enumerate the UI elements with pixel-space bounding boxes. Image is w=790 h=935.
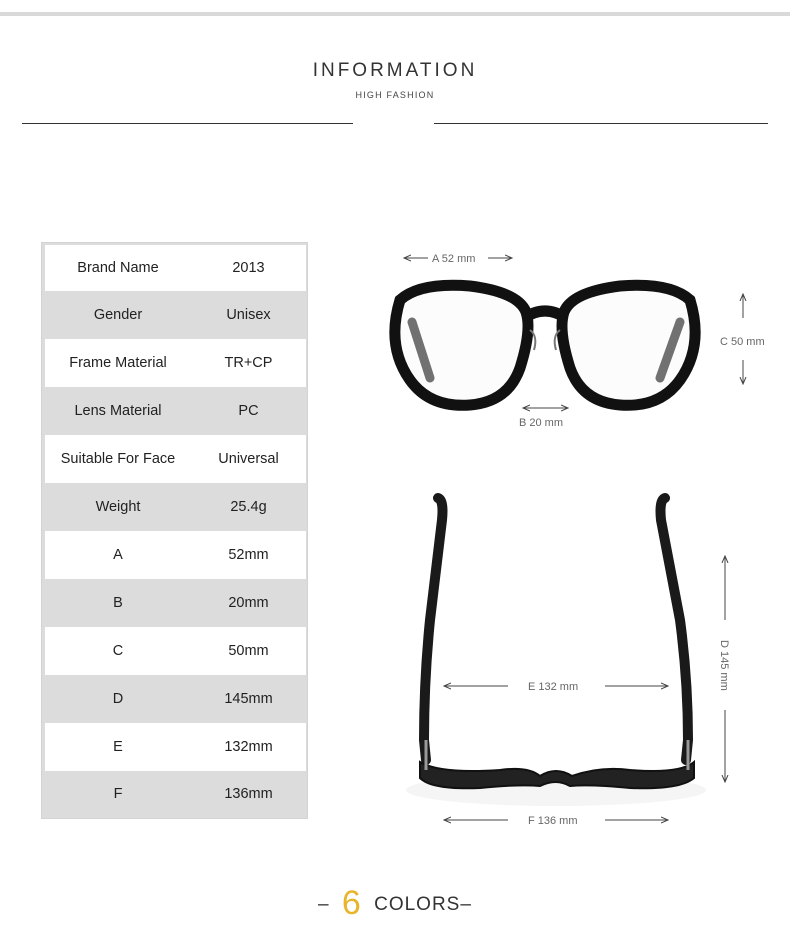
front-bridge — [524, 311, 566, 318]
spec-value: 50mm — [228, 643, 269, 659]
spec-label: A — [113, 547, 123, 563]
spec-value: PC — [238, 403, 259, 419]
section-title: INFORMATION — [312, 60, 478, 81]
dimension-a-label: A 52 mm — [432, 253, 476, 265]
dimension-c-label: C 50 mm — [720, 336, 765, 348]
top-view-glasses — [406, 498, 706, 806]
spec-value: Universal — [218, 451, 279, 467]
dimension-d-label: D 145 mm — [718, 640, 730, 691]
spec-label: C — [112, 643, 124, 659]
spec-value: 20mm — [228, 595, 269, 611]
colors-count: 6 — [341, 884, 362, 922]
dimension-e-label: E 132 mm — [528, 681, 579, 693]
spec-value: Unisex — [226, 307, 271, 323]
spec-label: F — [113, 786, 123, 802]
spec-label: D — [112, 691, 124, 707]
colors-dash-left: – — [318, 894, 330, 915]
spec-value: TR+CP — [224, 355, 273, 371]
front-view-glasses — [395, 285, 695, 405]
spec-value: 136mm — [224, 786, 273, 802]
spec-value: 2013 — [232, 260, 265, 276]
spec-label: Frame Material — [69, 355, 167, 371]
spec-label: B — [113, 595, 123, 611]
front-rim-left — [395, 285, 528, 405]
spec-label: Suitable For Face — [60, 451, 176, 467]
spec-value: 52mm — [228, 547, 269, 563]
dimension-f-label: F 136 mm — [528, 815, 578, 827]
colors-caption — [0, 884, 790, 923]
top-temple-right — [661, 498, 689, 760]
top-temple-left — [424, 498, 443, 760]
spec-label: E — [113, 739, 123, 755]
section-subtitle: HIGH FASHION — [355, 90, 435, 100]
front-rim-right — [562, 285, 695, 405]
colors-label: COLORS — [374, 894, 461, 915]
colors-dash-right: – — [460, 894, 472, 915]
spec-label: Gender — [93, 307, 143, 323]
spec-label: Weight — [95, 499, 141, 515]
dimension-b-label: B 20 mm — [519, 417, 564, 429]
spec-value: 132mm — [224, 739, 273, 755]
spec-label: Brand Name — [77, 260, 159, 276]
spec-value: 25.4g — [230, 499, 267, 515]
spec-label: Lens Material — [74, 403, 162, 419]
spec-value: 145mm — [224, 691, 273, 707]
